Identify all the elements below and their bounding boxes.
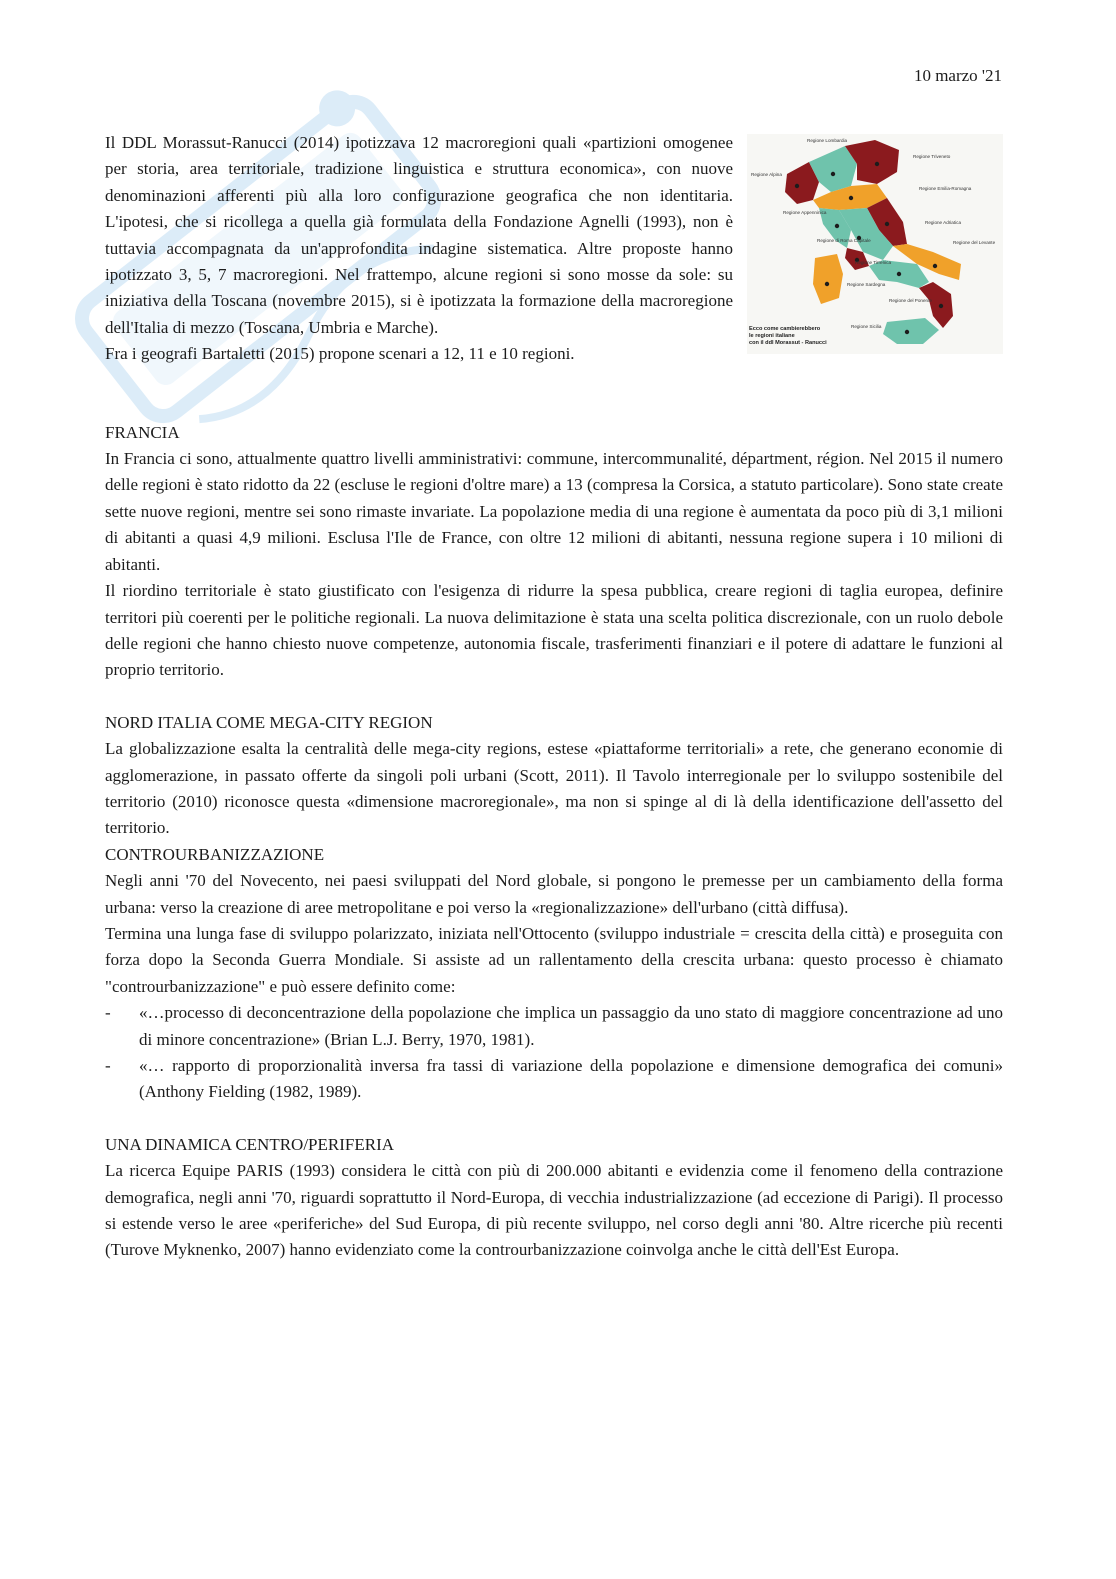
list-item xyxy=(105,1000,1003,1053)
spacer xyxy=(105,368,1003,420)
intro-text xyxy=(105,130,733,368)
contro-paragraph-2: Termina una lunga fase di sviluppo polarizzato, iniziata nell'Ottocento (sviluppo industriale = crescita della città) e proseguita con forza dopo la Seconda Guerra Mondiale. Si assiste ad un rallentamento della crescita urbana: questo processo è chiamato "controurbanizzazione" e può essere definito come: xyxy=(105,923,1003,996)
intro-line-bartaletti: Fra i geografi Bartaletti (2015) propone scenari a 12, 11 e 10 regioni. xyxy=(105,344,575,364)
list-dash: - xyxy=(105,1056,111,1075)
list-item-text: «…processo di deconcentrazione della popolazione che implica un passaggio da uno stato di maggiore concentrazione ad uno di minore concentrazione» (Brian L.J. Berry, 1970, 1981). xyxy=(139,1003,1003,1049)
contro-heading: CONTROURBANIZZAZIONE xyxy=(105,844,325,864)
spacer xyxy=(105,684,1003,710)
dinamica-heading: UNA DINAMICA CENTRO/PERIFERIA xyxy=(105,1134,395,1154)
map-label-triveneto: Regione Triveneto xyxy=(913,154,951,159)
map-label-capitale: Regione di Roma Capitale xyxy=(817,238,871,243)
document-body xyxy=(105,130,1003,1264)
italy-macroregions-map xyxy=(747,134,1003,354)
intro-paragraph: Il DDL Morassut-Ranucci (2014) ipotizzava 12 macroregioni quali «partizioni omogenee per storia, area territoriale, tradizione linguistica e struttura economica», con nuove denominazioni afferenti più alla loro configurazione geografica che non identitaria. L'ipotesi, che si ricollega a quella già formulata della Fondazione Agnelli (1993), non è tuttavia accompagnata da un'approfondita indagine sistematica. Altre proposte hanno ipotizzato 3, 5, 7 macroregioni. Nel frattempo, alcune regioni si sono mosse da sole: su iniziativa della Toscana (novembre 2015), si è ipotizzata la formazione della macroregione dell'Italia di mezzo (Toscana, Umbria e Marche). xyxy=(105,133,733,337)
nord-paragraph-1: La globalizzazione esalta la centralità delle mega-city regions, estese «piattaforme territoriali» a rete, che generano economie di agglomerazione, in passato offerte da singoli poli urbani (Scott, 2011). Il Tavolo interregionale per lo sviluppo sostenibile del territorio (2010) riconosce questa «dimensione macroregionale», ma non si spinge al di là della identificazione dell'assetto del territorio. xyxy=(105,739,1003,838)
list-dash: - xyxy=(105,1003,111,1023)
map-label-sardegna: Regione Sardegna xyxy=(847,282,886,287)
map-caption-line-1: Ecco come cambierebbero xyxy=(749,326,821,332)
contro-paragraph-1: Negli anni '70 del Novecento, nei paesi sviluppati del Nord globale, si pongono le premesse per un cambiamento della forma urbana: verso la creazione di aree metropolitane e poi verso la «regionalizzazione» dell'urbano (città diffusa). xyxy=(105,871,1003,917)
map-label-ponente: Regione del Ponente xyxy=(889,298,932,303)
intro-section xyxy=(105,130,1003,368)
map-caption-line-3: con il ddl Morassut - Ranucci xyxy=(749,340,827,346)
map-label-lombardia: Regione Lombardia xyxy=(807,138,848,143)
map-label-alpina: Regione Alpina xyxy=(751,172,782,177)
map-label-levante: Regione del Levante xyxy=(953,240,996,245)
dinamica-paragraph-1: La ricerca Equipe PARIS (1993) considera le città con più di 200.000 abitanti e evidenzia come il fenomeno della contrazione demografica, negli anni '70, riguardi soprattutto il Nord-Europa, di vecchia industrializzazione (ad eccezione di Parigi). Il processo si estende verso le aree «periferiche» del Sud Europa, di più recente sviluppo, nel corso degli anni '80. Altre ricerche più recenti (Turove Myknenko, 2007) hanno evidenziato come la controurbanizzazione coinvolga anche le città dell'Est Europa. xyxy=(105,1161,1003,1260)
spacer xyxy=(105,1106,1003,1132)
map-label-emilia: Regione Emilia-Romagna xyxy=(919,186,972,191)
list-item-text: «… rapporto di proporzionalità inversa fra tassi di variazione della popolazione e dimensione demografica dei comuni» (Anthony Fielding (1982, 1989). xyxy=(139,1056,1003,1102)
francia-heading: FRANCIA xyxy=(105,422,180,442)
map-label-appenninica: Regione Appenninica xyxy=(783,210,827,215)
map-caption-line-2: le regioni italiane xyxy=(749,333,795,339)
contro-definitions-list xyxy=(105,1000,1003,1106)
nord-heading: NORD ITALIA COME MEGA-CITY REGION xyxy=(105,712,433,732)
francia-paragraph-1: In Francia ci sono, attualmente quattro livelli amministrativi: commune, intercommunalité, départment, région. Nel 2015 il numero delle regioni è stato ridotto da 22 (escluse le regioni d'oltre mare) a 13 (compresa la Corsica, a statuto particolare). Sono state create sette nuove regioni, mentre sei sono rimaste invariate. La popolazione media di una regione è aumentata da poco più di 3,1 milioni di abitanti a quasi 4,9 milioni. Esclusa l'Ile de France, con oltre 12 milioni di abitanti, nessuna regione supera i 10 milioni di abitanti. xyxy=(105,449,1003,574)
map-label-sicilia: Regione Sicilia xyxy=(851,324,882,329)
list-item xyxy=(105,1053,1003,1106)
francia-paragraph-2: Il riordino territoriale è stato giustificato con l'esigenza di ridurre la spesa pubblica, creare regioni di taglia europea, definire territori più coerenti per le politiche regionali. La nuova delimitazione è stata una scelta politica discrezionale, con un ruolo debole delle regioni che hanno chiesto nuove competenze, autonomia fiscale, trasferimenti finanziari e il potere di adattare le funzioni al proprio territorio. xyxy=(105,581,1003,680)
map-label-adriatica: Regione Adriatica xyxy=(925,220,962,225)
map-label-tirrenica: Regione Tirrenica xyxy=(855,260,892,265)
page-date: 10 marzo '21 xyxy=(913,66,1002,85)
